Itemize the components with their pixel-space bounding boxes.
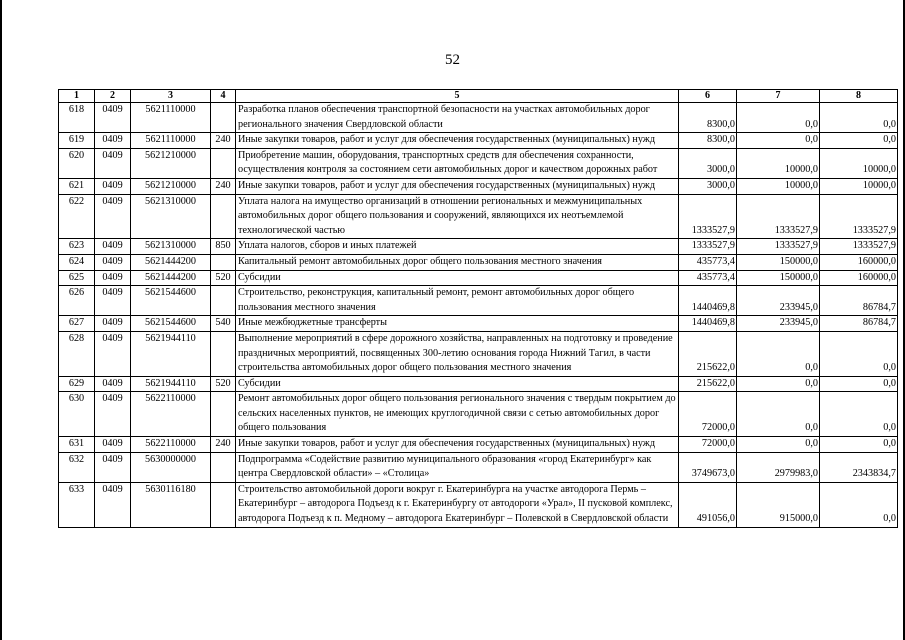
section-code-cell: 0409 [95,239,131,255]
amount-year2-cell: 150000,0 [737,270,820,286]
table-row [59,148,898,178]
amount-year1-cell: 3000,0 [679,148,737,178]
target-article-cell: 5621210000 [131,148,211,178]
table-row [59,452,898,482]
expense-type-cell: 240 [211,437,236,453]
table-header [59,90,898,103]
expense-type-cell [211,103,236,133]
header-cell: 1 [59,90,95,103]
section-code-cell: 0409 [95,270,131,286]
table-row [59,178,898,194]
target-article-cell: 5621210000 [131,178,211,194]
row-number-cell: 620 [59,148,95,178]
section-code-cell: 0409 [95,392,131,437]
row-number-cell: 622 [59,194,95,239]
description-cell: Капитальный ремонт автомобильных дорог общего пользования местного значения [236,254,679,270]
expense-type-cell [211,148,236,178]
amount-year2-cell: 0,0 [737,103,820,133]
amount-year3-cell: 10000,0 [820,178,898,194]
expense-type-cell: 240 [211,178,236,194]
section-code-cell: 0409 [95,148,131,178]
row-number-cell: 626 [59,286,95,316]
description-cell: Строительство, реконструкция, капитальный ремонт, ремонт автомобильных дорог общего пользования местного значения [236,286,679,316]
amount-year3-cell: 0,0 [820,437,898,453]
amount-year3-cell: 160000,0 [820,254,898,270]
description-cell: Субсидии [236,270,679,286]
amount-year2-cell: 0,0 [737,376,820,392]
amount-year3-cell: 2343834,7 [820,452,898,482]
expense-type-cell [211,254,236,270]
amount-year3-cell: 0,0 [820,482,898,527]
section-code-cell: 0409 [95,103,131,133]
table-body [59,103,898,528]
amount-year2-cell: 0,0 [737,437,820,453]
target-article-cell: 5621110000 [131,133,211,149]
row-number-cell: 633 [59,482,95,527]
target-article-cell: 5621310000 [131,194,211,239]
row-number-cell: 628 [59,331,95,376]
amount-year3-cell: 0,0 [820,331,898,376]
amount-year2-cell: 233945,0 [737,286,820,316]
amount-year2-cell: 10000,0 [737,178,820,194]
header-row [59,90,898,103]
section-code-cell: 0409 [95,452,131,482]
section-code-cell: 0409 [95,254,131,270]
amount-year1-cell: 1333527,9 [679,194,737,239]
target-article-cell: 5622110000 [131,392,211,437]
amount-year2-cell: 0,0 [737,392,820,437]
section-code-cell: 0409 [95,376,131,392]
table-row [59,194,898,239]
target-article-cell: 5622110000 [131,437,211,453]
row-number-cell: 623 [59,239,95,255]
amount-year1-cell: 435773,4 [679,270,737,286]
amount-year2-cell: 2979983,0 [737,452,820,482]
budget-table [58,89,898,528]
amount-year2-cell: 150000,0 [737,254,820,270]
row-number-cell: 629 [59,376,95,392]
section-code-cell: 0409 [95,133,131,149]
description-cell: Подпрограмма «Содействие развитию муниципального образования «город Екатеринбург» как центра Свердловской области» – «Столица» [236,452,679,482]
amount-year2-cell: 1333527,9 [737,194,820,239]
expense-type-cell [211,392,236,437]
amount-year3-cell: 10000,0 [820,148,898,178]
table-row [59,437,898,453]
description-cell: Выполнение мероприятий в сфере дорожного хозяйства, направленных на подготовку и проведение праздничных мероприятий, посвященных 300-летию основания города Нижний Тагил, в части строительства автомобильных дорог общего пользования местного значения [236,331,679,376]
row-number-cell: 631 [59,437,95,453]
table-row [59,392,898,437]
section-code-cell: 0409 [95,194,131,239]
header-cell: 2 [95,90,131,103]
amount-year1-cell: 8300,0 [679,103,737,133]
description-cell: Иные межбюджетные трансферты [236,316,679,332]
table-row [59,286,898,316]
description-cell: Строительство автомобильной дороги вокруг г. Екатеринбурга на участке автодорога Пермь – Екатеринбург – автодорога Подъезд к г. Екатеринбургу от автодороги «Урал», II пусковой комплекс, автодорога Подъезд к п. Медному – автодорога Екатеринбург – Полевской в Свердловской области [236,482,679,527]
expense-type-cell: 520 [211,270,236,286]
amount-year3-cell: 1333527,9 [820,239,898,255]
expense-type-cell: 540 [211,316,236,332]
section-code-cell: 0409 [95,437,131,453]
header-cell: 7 [737,90,820,103]
page-number: 52 [445,52,460,68]
header-cell: 8 [820,90,898,103]
section-code-cell: 0409 [95,178,131,194]
amount-year3-cell: 0,0 [820,392,898,437]
description-cell: Иные закупки товаров, работ и услуг для обеспечения государственных (муниципальных) нужд [236,437,679,453]
amount-year1-cell: 72000,0 [679,437,737,453]
amount-year1-cell: 1440469,8 [679,316,737,332]
target-article-cell: 5630000000 [131,452,211,482]
description-cell: Уплата налогов, сборов и иных платежей [236,239,679,255]
table-row [59,482,898,527]
amount-year3-cell: 0,0 [820,103,898,133]
description-cell: Иные закупки товаров, работ и услуг для обеспечения государственных (муниципальных) нужд [236,133,679,149]
table-row [59,254,898,270]
table-row [59,239,898,255]
table-row [59,331,898,376]
section-code-cell: 0409 [95,286,131,316]
row-number-cell: 630 [59,392,95,437]
row-number-cell: 619 [59,133,95,149]
row-number-cell: 621 [59,178,95,194]
table-row [59,376,898,392]
amount-year1-cell: 1440469,8 [679,286,737,316]
section-code-cell: 0409 [95,331,131,376]
header-cell: 6 [679,90,737,103]
expense-type-cell [211,194,236,239]
row-number-cell: 627 [59,316,95,332]
amount-year1-cell: 215622,0 [679,376,737,392]
section-code-cell: 0409 [95,482,131,527]
table-row [59,133,898,149]
amount-year2-cell: 1333527,9 [737,239,820,255]
expense-type-cell [211,331,236,376]
description-cell: Иные закупки товаров, работ и услуг для обеспечения государственных (муниципальных) нужд [236,178,679,194]
description-cell: Приобретение машин, оборудования, транспортных средств для обеспечения сохранности, осуществления контроля за состоянием сети автомобильных дорог и качеством дорожных работ [236,148,679,178]
row-number-cell: 632 [59,452,95,482]
target-article-cell: 5621944110 [131,331,211,376]
expense-type-cell [211,286,236,316]
expense-type-cell: 850 [211,239,236,255]
amount-year3-cell: 0,0 [820,376,898,392]
target-article-cell: 5621544600 [131,316,211,332]
target-article-cell: 5621310000 [131,239,211,255]
description-cell: Субсидии [236,376,679,392]
row-number-cell: 624 [59,254,95,270]
description-cell: Ремонт автомобильных дорог общего пользования регионального значения с твердым покрытием до сельских населенных пунктов, не имеющих круглогодичной связи с сетью автомобильных дорог общего пользования [236,392,679,437]
expense-type-cell [211,482,236,527]
expense-type-cell: 240 [211,133,236,149]
amount-year3-cell: 86784,7 [820,286,898,316]
amount-year1-cell: 491056,0 [679,482,737,527]
description-cell: Уплата налога на имущество организаций в отношении региональных и межмуниципальных автомобильных дорог общего пользования и сооружений, являющихся их неотъемлемой технологической частью [236,194,679,239]
amount-year2-cell: 0,0 [737,133,820,149]
amount-year1-cell: 8300,0 [679,133,737,149]
row-number-cell: 625 [59,270,95,286]
amount-year1-cell: 3000,0 [679,178,737,194]
description-cell: Разработка планов обеспечения транспортной безопасности на участках автомобильных дорог регионального значения Свердловской области [236,103,679,133]
amount-year1-cell: 435773,4 [679,254,737,270]
amount-year3-cell: 86784,7 [820,316,898,332]
amount-year1-cell: 1333527,9 [679,239,737,255]
section-code-cell: 0409 [95,316,131,332]
amount-year2-cell: 915000,0 [737,482,820,527]
amount-year1-cell: 215622,0 [679,331,737,376]
amount-year3-cell: 1333527,9 [820,194,898,239]
expense-type-cell [211,452,236,482]
table-row [59,103,898,133]
expense-type-cell: 520 [211,376,236,392]
table-row [59,316,898,332]
amount-year3-cell: 160000,0 [820,270,898,286]
amount-year2-cell: 233945,0 [737,316,820,332]
amount-year2-cell: 10000,0 [737,148,820,178]
row-number-cell: 618 [59,103,95,133]
amount-year1-cell: 3749673,0 [679,452,737,482]
amount-year3-cell: 0,0 [820,133,898,149]
header-cell: 4 [211,90,236,103]
header-cell: 5 [236,90,679,103]
amount-year2-cell: 0,0 [737,331,820,376]
target-article-cell: 5621544600 [131,286,211,316]
target-article-cell: 5630116180 [131,482,211,527]
amount-year1-cell: 72000,0 [679,392,737,437]
target-article-cell: 5621444200 [131,270,211,286]
table-row [59,270,898,286]
target-article-cell: 5621444200 [131,254,211,270]
header-cell: 3 [131,90,211,103]
target-article-cell: 5621110000 [131,103,211,133]
target-article-cell: 5621944110 [131,376,211,392]
